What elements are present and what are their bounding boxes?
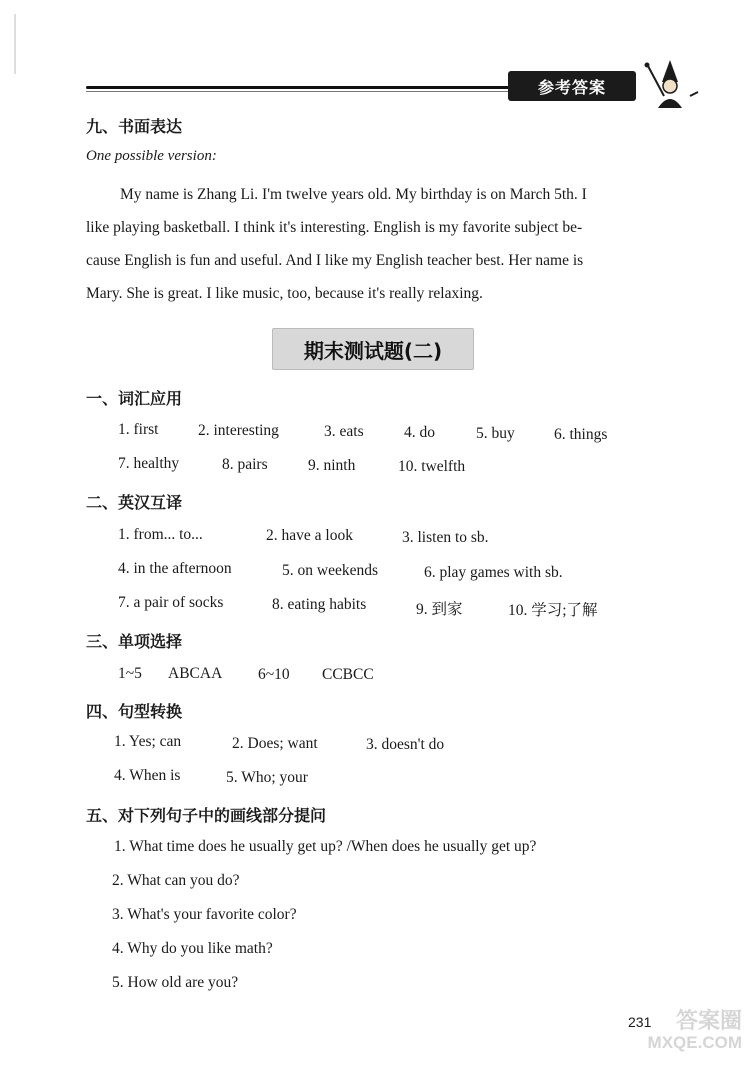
- scan-edge-mark: [14, 14, 16, 74]
- answer-item: 2. have a look: [266, 527, 353, 544]
- answer-item: 7. healthy: [118, 455, 180, 472]
- answer-item: 3. What's your favorite color?: [112, 906, 297, 923]
- answer-item: 3. listen to sb.: [402, 529, 489, 546]
- section9-heading: 九、书面表达: [86, 117, 183, 136]
- wizard-mascot-icon: [640, 56, 700, 110]
- answer-item: 1. Yes; can: [114, 733, 182, 750]
- answer-item: 5. buy: [476, 425, 515, 442]
- essay-line: Mary. She is great. I like music, too, because it's really relaxing.: [86, 285, 483, 302]
- answer-item: 6. things: [554, 426, 608, 443]
- answer-item: 10. 学习;了解: [508, 602, 598, 619]
- header-rule: [86, 86, 516, 89]
- answer-item: 4. in the afternoon: [118, 560, 232, 577]
- s4-heading: 四、句型转换: [86, 702, 183, 721]
- essay-line: My name is Zhang Li. I'm twelve years old. My birthday is on March 5th. I: [120, 186, 587, 203]
- answer-item: 5. How old are you?: [112, 974, 239, 991]
- answer-item: 8. eating habits: [272, 596, 367, 613]
- answer-range: 1~5: [118, 665, 142, 682]
- answer-item: 3. eats: [324, 423, 364, 440]
- exam-title: 期末测试题(二): [272, 328, 474, 370]
- essay-line: cause English is fun and useful. And I like my English teacher best. Her name is: [86, 252, 584, 269]
- s3-heading: 三、单项选择: [86, 632, 183, 651]
- essay-line: like playing basketball. I think it's interesting. English is my favorite subject be-: [86, 219, 583, 236]
- watermark-logo: [632, 1010, 742, 1070]
- answer-item: 10. twelfth: [398, 458, 466, 475]
- answer-item: 5. on weekends: [282, 562, 378, 579]
- answer-item: CCBCC: [322, 666, 374, 683]
- page-number: 231: [628, 1014, 652, 1030]
- answer-item: ABCAA: [168, 665, 223, 682]
- answer-item: 4. When is: [114, 767, 181, 784]
- answer-item: 9. 到家: [416, 601, 463, 618]
- s1-heading: 一、词汇应用: [86, 389, 183, 408]
- s5-heading: 五、对下列句子中的画线部分提问: [86, 806, 327, 825]
- one-possible-version: One possible version:: [86, 148, 217, 164]
- answer-item: 7. a pair of socks: [118, 594, 224, 611]
- answer-item: 5. Who; your: [226, 769, 308, 786]
- s2-heading: 二、英汉互译: [86, 493, 183, 512]
- answer-item: 4. Why do you like math?: [112, 940, 273, 957]
- answer-item: 4. do: [404, 424, 435, 441]
- answer-item: 1. What time does he usually get up? /When does he usually get up?: [114, 838, 537, 855]
- essay-paragraph: [86, 178, 664, 310]
- answer-item: 3. doesn't do: [366, 736, 445, 753]
- answer-item: 8. pairs: [222, 456, 268, 473]
- answer-item: 1. first: [118, 421, 159, 438]
- watermark-line: MXQE.COM: [647, 1033, 742, 1052]
- answer-item: 2. What can you do?: [112, 872, 240, 889]
- answer-key-badge: 参考答案: [508, 71, 636, 101]
- answer-range: 6~10: [258, 666, 290, 683]
- answer-item: 9. ninth: [308, 457, 356, 474]
- watermark-line: 答案圈: [675, 1008, 742, 1033]
- answer-item: 1. from... to...: [118, 526, 203, 543]
- answer-item: 6. play games with sb.: [424, 564, 563, 581]
- answer-item: 2. interesting: [198, 422, 279, 439]
- header-rule-thin: [86, 91, 516, 92]
- answer-item: 2. Does; want: [232, 735, 318, 752]
